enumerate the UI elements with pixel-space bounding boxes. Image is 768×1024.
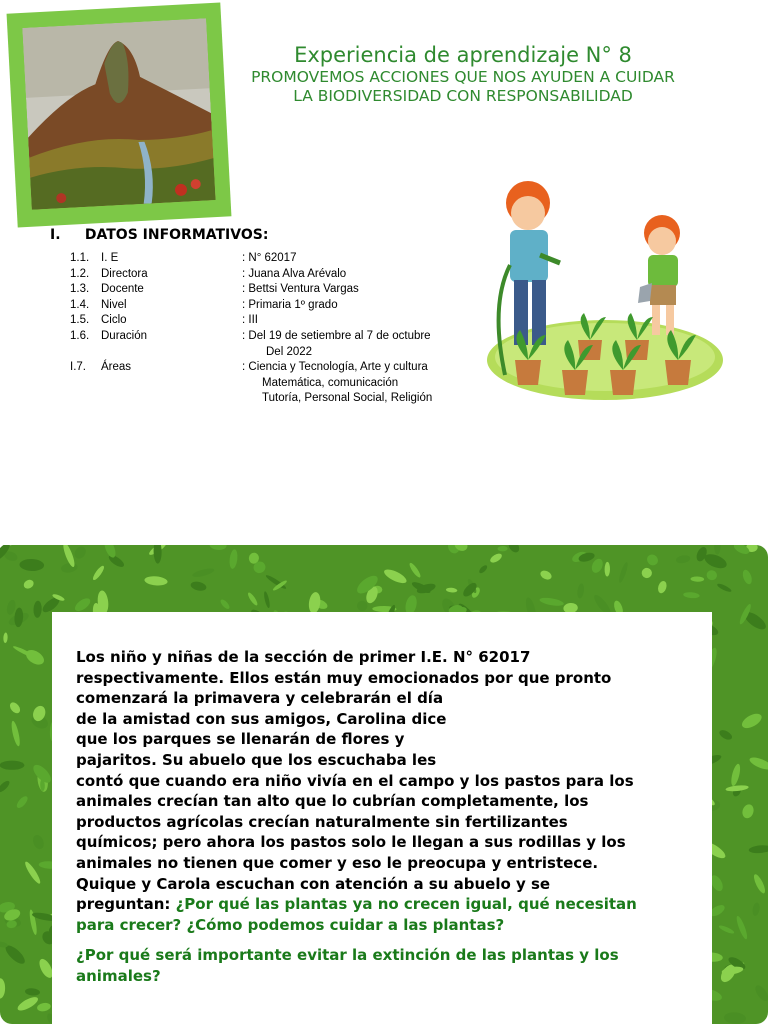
story-line: animales no tienen que comer y eso le preocupa y entristece. [76,853,599,872]
info-value: : Primaria 1º grado [242,298,338,311]
info-value-continued: Matemática, comunicación [262,376,399,389]
painting-frame [7,3,232,228]
story-line: productos agrícolas crecían naturalmente sin fertilizantes [76,812,568,831]
info-value: : III [242,314,258,327]
story-line: Los niño y niñas de la sección de primer I.E. N° 62017 [76,648,531,666]
info-value: : Juana Alva Arévalo [242,267,347,280]
children-watering-plants-illustration [480,175,730,410]
section-heading [50,227,268,243]
header [228,42,698,106]
section-number: I. [50,227,61,243]
page-subtitle-line-1: PROMOVEMOS ACCIONES QUE NOS AYUDEN A CUIDAR [251,68,675,86]
question-1-part-2: para crecer? ¿Cómo podemos cuidar a las plantas? [76,915,505,934]
info-value: : N° 62017 [242,252,297,264]
mountain-painting [22,18,215,209]
story-line: contó que cuando era niño vivía en el campo y los pastos para los [76,771,634,790]
info-label: Docente [101,283,144,296]
story-line: que los parques se llenarán de flores y [76,730,405,749]
story-line: pajaritos. Su abuelo que los escuchaba les [76,750,437,769]
info-value: : Bettsi Ventura Vargas [242,283,359,296]
hedge-leaf [0,761,24,770]
story-question-line [76,894,696,915]
info-value-continued: Del 2022 [266,345,313,358]
info-number: 1.1. [70,252,90,264]
info-value: : Ciencia y Tecnología, Arte y cultura [242,361,428,374]
story-line: Quique y Carola escuchan con atención a su abuelo y se [76,874,551,893]
info-label: Áreas [101,361,132,374]
story-line: comenzará la primavera y celebrarán el día [76,689,444,708]
story-line: químicos; pero ahora los pastos solo le llegan a sus rodillas y los [76,833,626,852]
info-value-continued: Tutoría, Personal Social, Religión [262,392,433,405]
story-ask-prefix: preguntan: [76,895,176,914]
info-label: I. E [101,252,119,264]
story-line: de la amistad con sus amigos, Carolina dice [76,709,447,728]
info-number: 1.3. [70,283,90,296]
story-line: animales crecían tan alto que lo cubrían completamente, los [76,792,589,811]
section-title: DATOS INFORMATIVOS: [84,227,269,243]
info-number: I.7. [70,361,86,374]
info-value: : Del 19 de setiembre al 7 de octubre [242,329,431,342]
info-label: Ciclo [101,314,127,327]
question-2: ¿Por qué será importante evitar la extinción de las plantas y los animales? [76,946,619,985]
info-number: 1.6. [70,329,90,342]
story-text [76,647,696,987]
info-number: 1.4. [70,298,90,311]
question-1-part-1: ¿Por qué las plantas ya no crecen igual, qué necesitan [175,895,637,914]
info-number: 1.2. [70,267,90,280]
story-line: respectivamente. Ellos están muy emocionados por que pronto [76,668,612,687]
info-number: 1.5. [70,314,90,327]
info-label: Duración [101,329,148,342]
page-title: Experiencia de aprendizaje N° 8 [294,43,632,67]
info-label: Nivel [101,298,127,311]
page-subtitle-line-2: LA BIODIVERSIDAD CON RESPONSABILIDAD [293,87,633,105]
info-label: Directora [101,267,148,280]
